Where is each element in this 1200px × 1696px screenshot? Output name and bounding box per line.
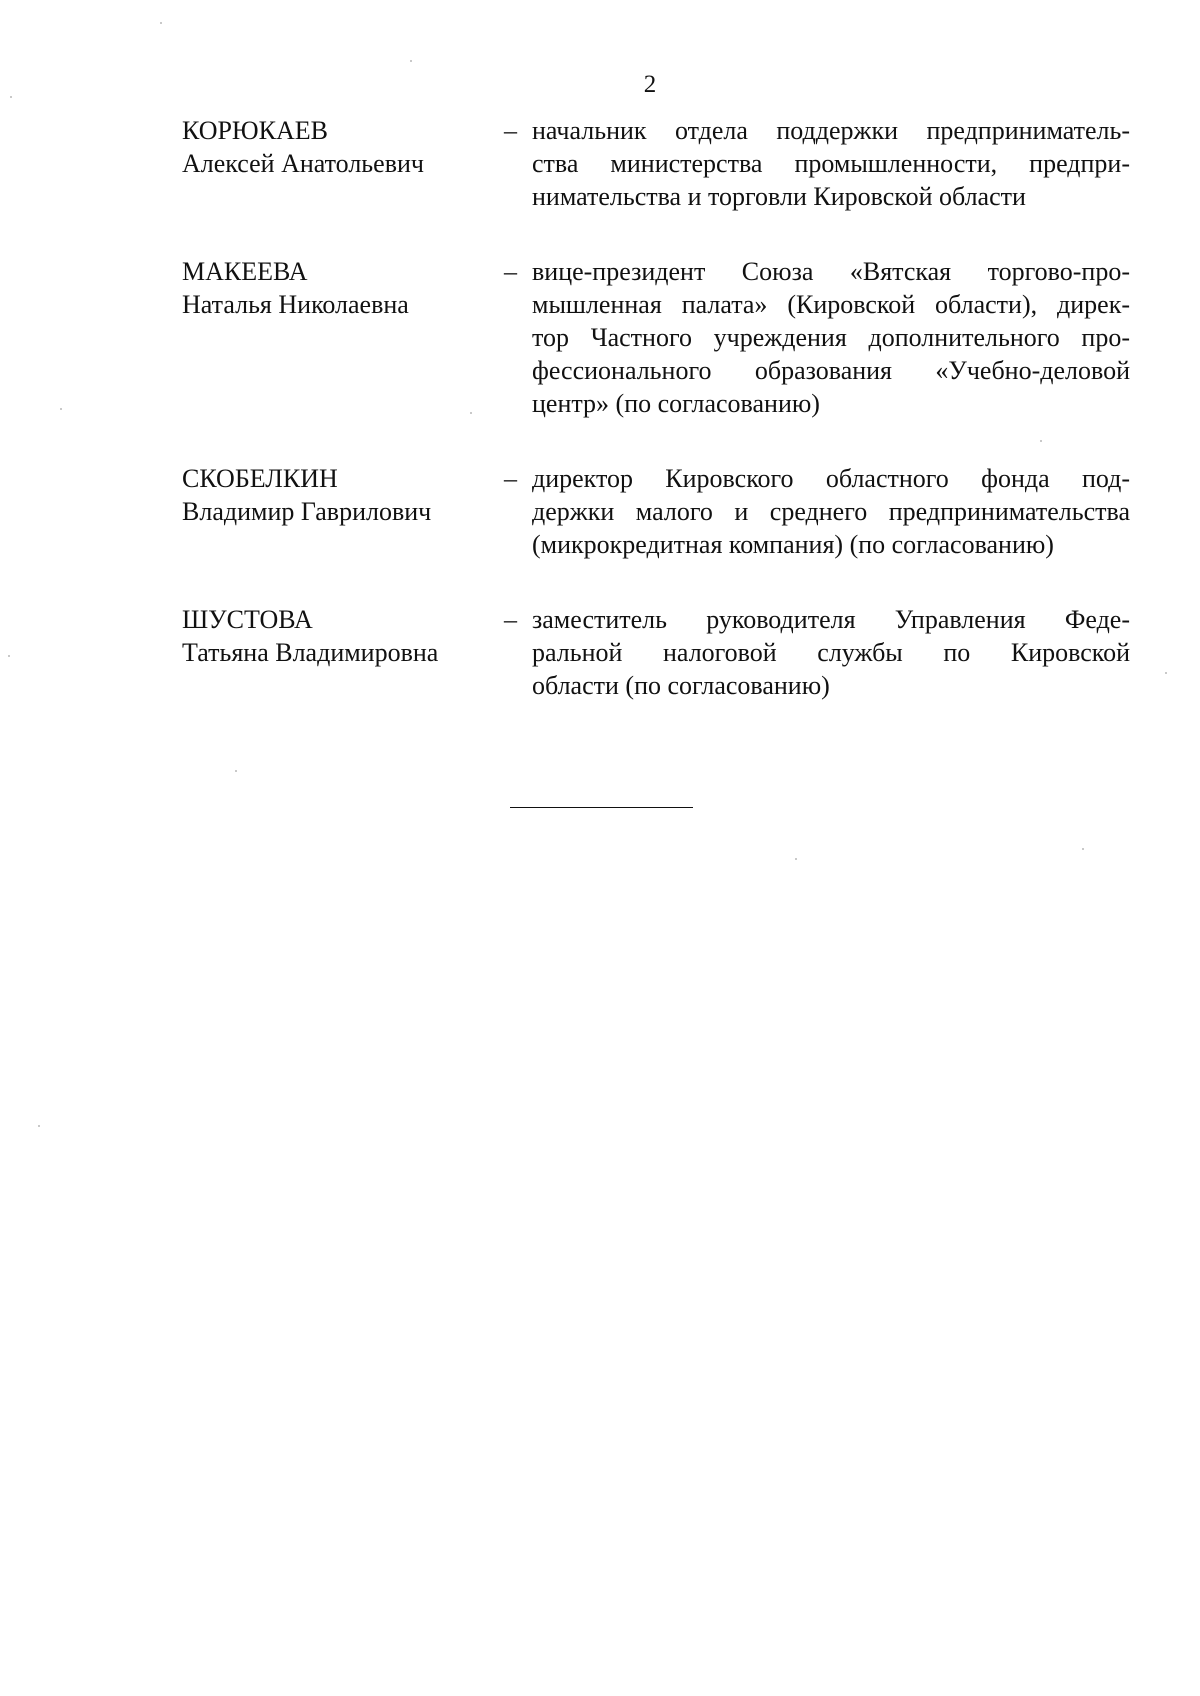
- role-line: (микрокредитная компания) (по согласованию): [532, 530, 1054, 559]
- members-list: [182, 114, 1130, 744]
- scan-speck: [1082, 848, 1084, 850]
- role-line: мышленная палата» (Кировской области), дирек-: [532, 290, 1130, 319]
- scan-speck: [60, 408, 62, 410]
- role-line: тор Частного учреждения дополнительного про-: [532, 323, 1130, 352]
- scan-speck: [160, 22, 162, 24]
- member-given-names: Владимир Гаврилович: [182, 497, 432, 526]
- member-entry: [182, 603, 1130, 702]
- scan-speck: [235, 770, 237, 772]
- scan-speck: [38, 1125, 40, 1127]
- scan-speck: [1040, 440, 1042, 442]
- member-surname: МАКЕЕВА: [182, 257, 308, 286]
- dash-separator: –: [504, 464, 517, 493]
- scan-speck: [10, 96, 12, 98]
- role-line: центр» (по согласованию): [532, 389, 820, 418]
- member-surname: КОРЮКАЕВ: [182, 116, 328, 145]
- role-line: директор Кировского областного фонда под-: [532, 464, 1130, 493]
- dash-separator: –: [504, 605, 517, 634]
- member-name: [182, 462, 500, 561]
- member-given-names: Татьяна Владимировна: [182, 638, 439, 667]
- member-surname: СКОБЕЛКИН: [182, 464, 338, 493]
- member-role: [504, 255, 1130, 420]
- role-line: фессионального образования «Учебно-деловой: [532, 356, 1130, 385]
- role-line: вице-президент Союза «Вятская торгово-про-: [532, 257, 1130, 286]
- scan-speck: [410, 60, 412, 62]
- role-line: нимательства и торговли Кировской области: [532, 182, 1026, 211]
- member-name: [182, 603, 500, 702]
- member-role: [504, 462, 1130, 561]
- member-name: [182, 255, 500, 420]
- role-line: держки малого и среднего предпринимательства: [532, 497, 1130, 526]
- member-role: [504, 114, 1130, 213]
- member-entry: [182, 114, 1130, 213]
- closing-rule: [510, 807, 693, 808]
- role-line: области (по согласованию): [532, 671, 830, 700]
- dash-separator: –: [504, 116, 517, 145]
- role-line: ства министерства промышленности, предпри-: [532, 149, 1130, 178]
- member-role: [504, 603, 1130, 702]
- member-entry: [182, 255, 1130, 420]
- member-name: [182, 114, 500, 213]
- scan-speck: [1165, 672, 1167, 674]
- scan-speck: [470, 412, 472, 414]
- role-line: заместитель руководителя Управления Феде-: [532, 605, 1130, 634]
- member-surname: ШУСТОВА: [182, 605, 313, 634]
- member-given-names: Наталья Николаевна: [182, 290, 409, 319]
- role-line: начальник отдела поддержки предприниматель-: [532, 116, 1130, 145]
- member-given-names: Алексей Анатольевич: [182, 149, 424, 178]
- member-entry: [182, 462, 1130, 561]
- role-line: ральной налоговой службы по Кировской: [532, 638, 1130, 667]
- scan-speck: [795, 858, 797, 860]
- page-number: 2: [643, 71, 657, 98]
- dash-separator: –: [504, 257, 517, 286]
- scan-speck: [8, 655, 10, 657]
